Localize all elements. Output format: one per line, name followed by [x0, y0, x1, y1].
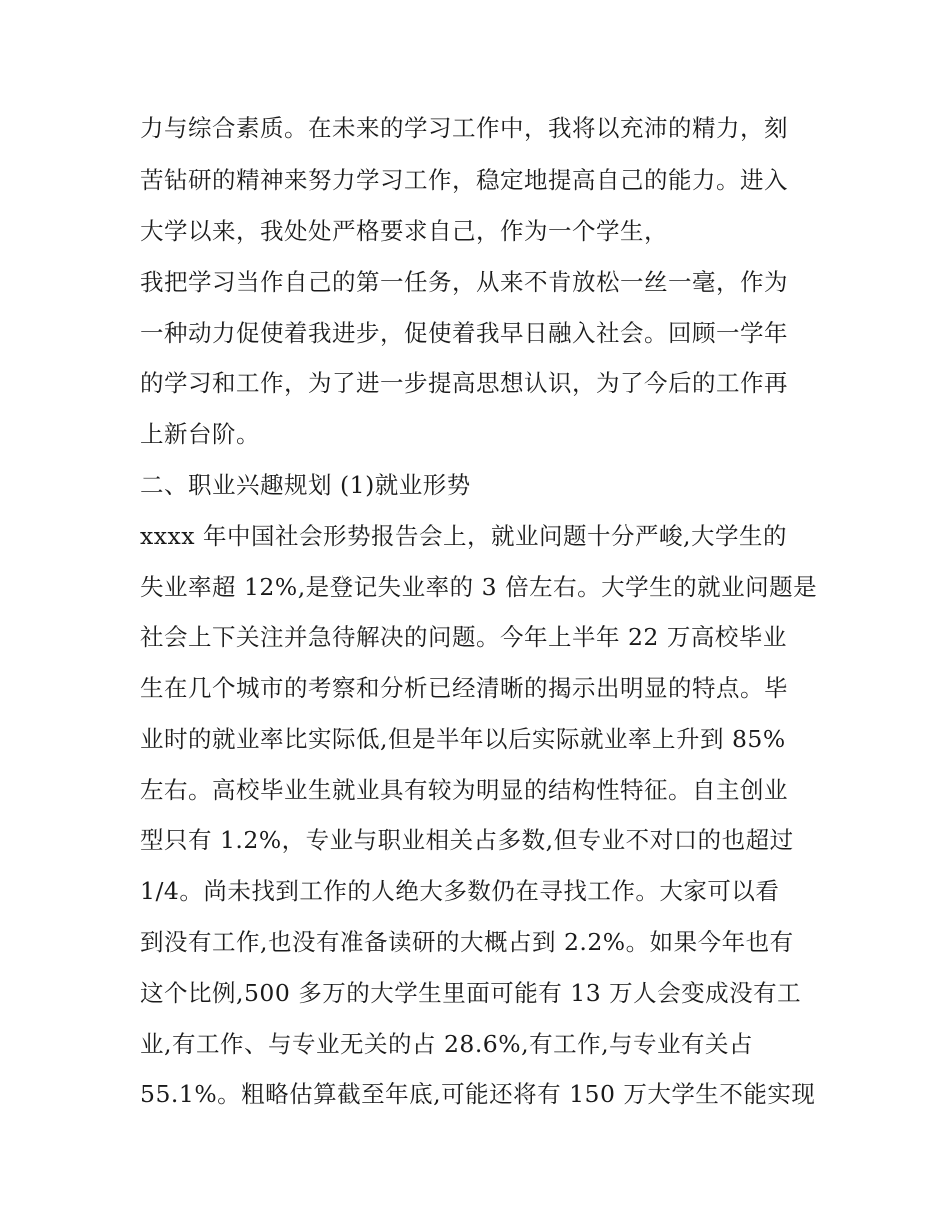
text-line: 业时的就业率比实际低,但是半年以后实际就业率上升到 85%: [140, 725, 786, 753]
text-line: 的学习和工作，为了进一步提高思想认识，为了今后的工作再: [140, 369, 788, 397]
text-line: 我把学习当作自己的第一任务，从来不肯放松一丝一毫，作为: [140, 268, 788, 296]
text-line: 1/4。尚未找到工作的人绝大多数仍在寻找工作。大家可以看: [140, 877, 780, 905]
text-line: 失业率超 12%,是登记失业率的 3 倍左右。大学生的就业问题是: [140, 573, 818, 601]
text-line: 社会上下关注并急待解决的问题。今年上半年 22 万高校毕业: [140, 623, 787, 651]
text-line: 左右。高校毕业生就业具有较为明显的结构性特征。自主创业: [140, 776, 788, 804]
text-line: 这个比例,500 多万的大学生里面可能有 13 万人会变成没有工: [140, 979, 802, 1007]
text-line: 上新台阶。: [140, 420, 260, 448]
text-line: 生在几个城市的考察和分析已经清晰的揭示出明显的特点。毕: [140, 674, 788, 702]
text-line: xxxx 年中国社会形势报告会上，就业问题十分严峻,大学生的: [140, 522, 787, 550]
text-line: 大学以来，我处处严格要求自己，作为一个学生，: [140, 217, 668, 245]
text-line: 业,有工作、与专业无关的占 28.6%,有工作,与专业有关占: [140, 1030, 754, 1058]
text-line: 苦钻研的精神来努力学习工作，稳定地提高自己的能力。进入: [140, 166, 788, 194]
text-line: 力与综合素质。在未来的学习工作中，我将以充沛的精力，刻: [140, 114, 788, 142]
text-line: 到没有工作,也没有准备读研的大概占到 2.2%。如果今年也有: [140, 928, 794, 956]
section-heading: 二、职业兴趣规划 (1)就业形势: [140, 471, 471, 499]
text-line: 型只有 1.2%，专业与职业相关占多数,但专业不对口的也超过: [140, 826, 794, 854]
text-line: 一种动力促使着我进步，促使着我早日融入社会。回顾一学年: [140, 319, 788, 347]
text-line: 55.1%。粗略估算截至年底,可能还将有 150 万大学生不能实现: [140, 1080, 816, 1108]
